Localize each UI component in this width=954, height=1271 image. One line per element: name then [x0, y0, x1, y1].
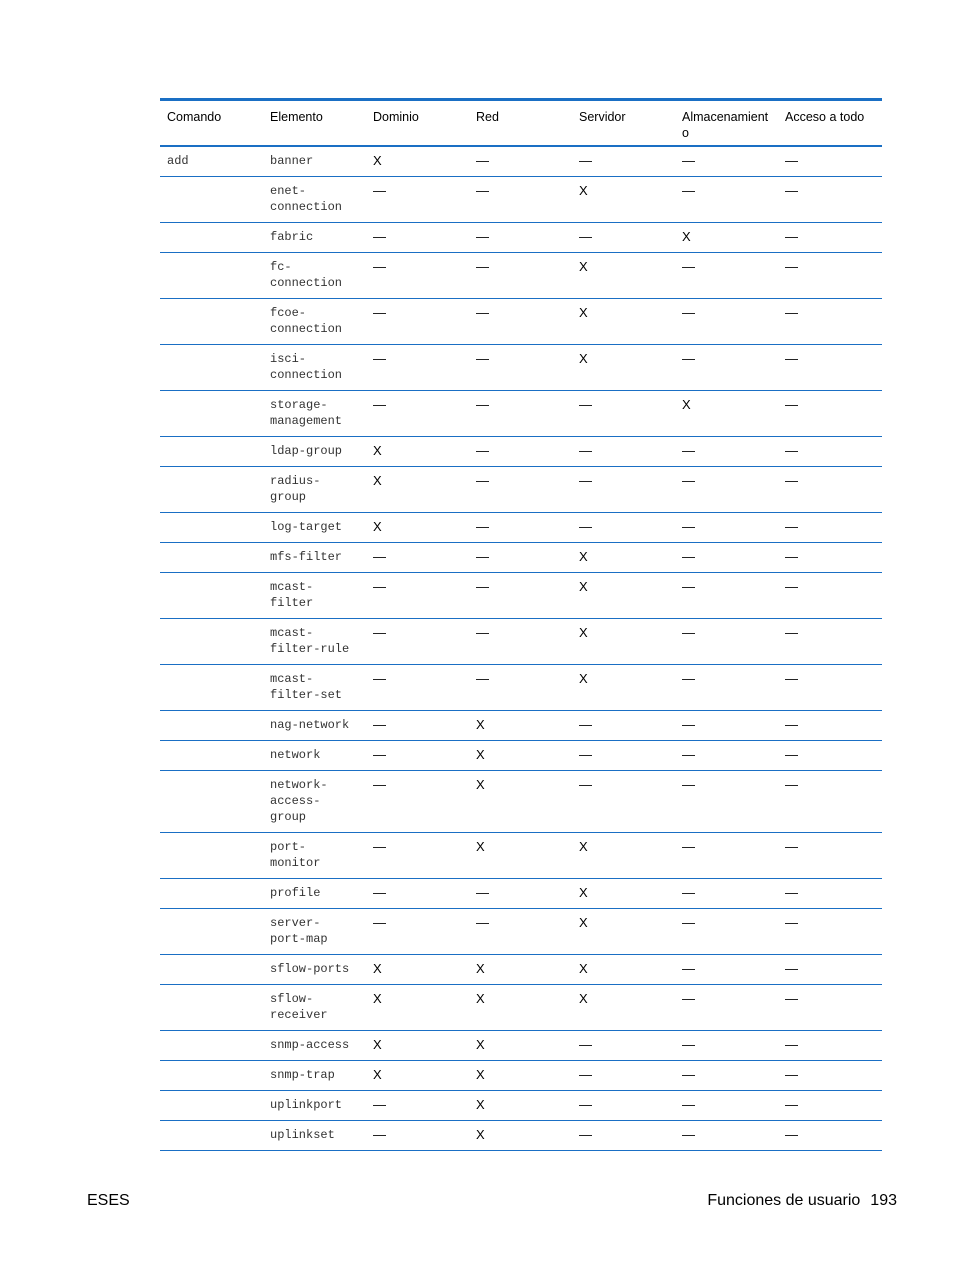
cell-red: —	[476, 625, 489, 640]
table-row	[160, 1061, 882, 1091]
cell-acceso: —	[785, 915, 798, 930]
cell-almacenamiento: —	[682, 885, 695, 900]
cell-servidor: X	[579, 915, 588, 930]
cell-red: X	[476, 1127, 485, 1142]
cell-acceso: —	[785, 625, 798, 640]
cell-servidor: X	[579, 885, 588, 900]
cell-servidor: X	[579, 839, 588, 854]
cell-comando	[160, 665, 263, 710]
cell-servidor: —	[579, 397, 592, 412]
cell-comando	[160, 985, 263, 1030]
cell-dominio: —	[373, 839, 386, 854]
footer-locale: ESES	[87, 1192, 130, 1209]
table-row	[160, 833, 882, 879]
cell-dominio: —	[373, 717, 386, 732]
cell-almacenamiento: —	[682, 259, 695, 274]
cell-comando	[160, 1031, 263, 1060]
cell-almacenamiento: —	[682, 1067, 695, 1082]
cell-servidor: X	[579, 961, 588, 976]
cell-comando	[160, 955, 263, 984]
table-row	[160, 1121, 882, 1151]
cell-dominio: —	[373, 229, 386, 244]
table-row	[160, 223, 882, 253]
cell-servidor: —	[579, 1067, 592, 1082]
cell-acceso: —	[785, 839, 798, 854]
cell-dominio: —	[373, 671, 386, 686]
cell-red: —	[476, 259, 489, 274]
cell-red: —	[476, 915, 489, 930]
cell-comando	[160, 909, 263, 954]
cell-red: —	[476, 183, 489, 198]
cell-dominio: X	[373, 961, 382, 976]
cell-comando	[160, 833, 263, 878]
table-row	[160, 985, 882, 1031]
cell-dominio: —	[373, 747, 386, 762]
cell-elemento: network	[270, 748, 321, 762]
column-header: Almacenamient o	[682, 110, 769, 140]
cell-servidor: —	[579, 229, 592, 244]
table-row	[160, 955, 882, 985]
cell-almacenamiento: —	[682, 961, 695, 976]
cell-dominio: X	[373, 1037, 382, 1052]
cell-comando	[160, 741, 263, 770]
cell-acceso: —	[785, 991, 798, 1006]
cell-elemento: radius- group	[270, 474, 321, 504]
cell-dominio: —	[373, 549, 386, 564]
table-row	[160, 1031, 882, 1061]
cell-comando	[160, 711, 263, 740]
cell-servidor: X	[579, 625, 588, 640]
cell-acceso: —	[785, 443, 798, 458]
cell-almacenamiento: —	[682, 747, 695, 762]
column-header: Elemento	[270, 110, 323, 124]
cell-dominio: —	[373, 885, 386, 900]
table-row	[160, 771, 882, 833]
cell-red: —	[476, 351, 489, 366]
cell-red: X	[476, 991, 485, 1006]
cell-red: —	[476, 885, 489, 900]
cell-dominio: —	[373, 351, 386, 366]
table-row	[160, 573, 882, 619]
cell-elemento: uplinkset	[270, 1128, 335, 1142]
cell-almacenamiento: —	[682, 839, 695, 854]
table-row	[160, 437, 882, 467]
cell-elemento: banner	[270, 154, 314, 168]
cell-elemento: sflow-ports	[270, 962, 350, 976]
cell-red: X	[476, 961, 485, 976]
cell-dominio: X	[373, 519, 382, 534]
cell-red: X	[476, 1037, 485, 1052]
table-header	[160, 101, 882, 147]
column-header: Servidor	[579, 110, 626, 124]
cell-dominio: —	[373, 259, 386, 274]
cell-elemento: server- port-map	[270, 916, 328, 946]
cell-elemento: uplinkport	[270, 1098, 343, 1112]
cell-comando	[160, 771, 263, 832]
cell-elemento: isci- connection	[270, 352, 343, 382]
cell-comando	[160, 299, 263, 344]
cell-servidor: —	[579, 473, 592, 488]
cell-red: —	[476, 671, 489, 686]
cell-elemento: snmp-access	[270, 1038, 350, 1052]
cell-comando	[160, 223, 263, 252]
cell-almacenamiento: X	[682, 397, 691, 412]
table-row	[160, 1091, 882, 1121]
table-row	[160, 253, 882, 299]
cell-almacenamiento: —	[682, 579, 695, 594]
cell-acceso: —	[785, 305, 798, 320]
cell-dominio: —	[373, 397, 386, 412]
table-row	[160, 391, 882, 437]
footer-section-title: Funciones de usuario	[707, 1192, 861, 1209]
cell-almacenamiento: —	[682, 183, 695, 198]
page-number: 193	[870, 1192, 897, 1209]
cell-red: —	[476, 153, 489, 168]
table-row	[160, 543, 882, 573]
table-row	[160, 741, 882, 771]
cell-acceso: —	[785, 777, 798, 792]
cell-dominio: —	[373, 777, 386, 792]
cell-acceso: —	[785, 519, 798, 534]
cell-elemento: fabric	[270, 230, 314, 244]
cell-red: —	[476, 519, 489, 534]
cell-acceso: —	[785, 1097, 798, 1112]
cell-servidor: X	[579, 351, 588, 366]
cell-acceso: —	[785, 1127, 798, 1142]
cell-red: X	[476, 747, 485, 762]
cell-red: —	[476, 443, 489, 458]
cell-elemento: mfs-filter	[270, 550, 343, 564]
cell-almacenamiento: —	[682, 351, 695, 366]
table-row	[160, 177, 882, 223]
table-row	[160, 665, 882, 711]
cell-comando	[160, 345, 263, 390]
cell-servidor: X	[579, 671, 588, 686]
table-body	[160, 147, 882, 1151]
cell-red: —	[476, 579, 489, 594]
cell-acceso: —	[785, 397, 798, 412]
cell-acceso: —	[785, 549, 798, 564]
cell-servidor: —	[579, 1097, 592, 1112]
cell-servidor: —	[579, 1127, 592, 1142]
cell-almacenamiento: —	[682, 717, 695, 732]
cell-comando	[160, 543, 263, 572]
table-row	[160, 711, 882, 741]
cell-servidor: —	[579, 153, 592, 168]
cell-comando	[160, 879, 263, 908]
cell-elemento: snmp-trap	[270, 1068, 335, 1082]
cell-elemento: profile	[270, 886, 321, 900]
cell-comando	[160, 619, 263, 664]
cell-red: X	[476, 1067, 485, 1082]
cell-comando	[160, 1061, 263, 1090]
cell-servidor: X	[579, 183, 588, 198]
cell-acceso: —	[785, 1037, 798, 1052]
cell-dominio: —	[373, 305, 386, 320]
cell-almacenamiento: —	[682, 1097, 695, 1112]
cell-dominio: —	[373, 915, 386, 930]
cell-servidor: —	[579, 717, 592, 732]
table-row	[160, 909, 882, 955]
cell-red: X	[476, 717, 485, 732]
cell-red: —	[476, 305, 489, 320]
cell-elemento: mcast- filter-rule	[270, 626, 350, 656]
cell-almacenamiento: —	[682, 1127, 695, 1142]
cell-red: —	[476, 549, 489, 564]
cell-comando	[160, 573, 263, 618]
cell-almacenamiento: —	[682, 443, 695, 458]
cell-dominio: —	[373, 1097, 386, 1112]
table-row	[160, 619, 882, 665]
cell-almacenamiento: —	[682, 991, 695, 1006]
cell-servidor: X	[579, 259, 588, 274]
cell-almacenamiento: —	[682, 305, 695, 320]
cell-elemento: storage- management	[270, 398, 343, 428]
cell-dominio: —	[373, 579, 386, 594]
cell-acceso: —	[785, 229, 798, 244]
cell-acceso: —	[785, 961, 798, 976]
table-row	[160, 345, 882, 391]
cell-elemento: enet- connection	[270, 184, 343, 214]
cell-servidor: —	[579, 777, 592, 792]
cell-almacenamiento: —	[682, 777, 695, 792]
cell-acceso: —	[785, 717, 798, 732]
cell-almacenamiento: —	[682, 671, 695, 686]
column-header: Dominio	[373, 110, 419, 124]
cell-dominio: —	[373, 625, 386, 640]
cell-acceso: —	[785, 1067, 798, 1082]
table-row	[160, 879, 882, 909]
table-row	[160, 513, 882, 543]
cell-comando: add	[167, 154, 189, 168]
cell-almacenamiento: —	[682, 549, 695, 564]
cell-acceso: —	[785, 579, 798, 594]
table-row	[160, 147, 882, 177]
cell-servidor: X	[579, 305, 588, 320]
cell-servidor: —	[579, 1037, 592, 1052]
permissions-table	[160, 98, 882, 1151]
footer-page-info	[707, 1192, 897, 1210]
cell-almacenamiento: —	[682, 153, 695, 168]
cell-red: X	[476, 777, 485, 792]
cell-elemento: sflow- receiver	[270, 992, 328, 1022]
cell-elemento: log-target	[270, 520, 343, 534]
cell-red: —	[476, 397, 489, 412]
cell-elemento: fcoe- connection	[270, 306, 343, 336]
cell-comando	[160, 177, 263, 222]
cell-red: —	[476, 229, 489, 244]
cell-dominio: —	[373, 1127, 386, 1142]
cell-servidor: X	[579, 579, 588, 594]
cell-almacenamiento: —	[682, 1037, 695, 1052]
cell-dominio: X	[373, 473, 382, 488]
column-header: Comando	[167, 110, 222, 124]
table-row	[160, 467, 882, 513]
cell-comando	[160, 391, 263, 436]
cell-servidor: X	[579, 549, 588, 564]
table-row	[160, 299, 882, 345]
cell-elemento: network- access- group	[270, 778, 328, 824]
cell-acceso: —	[785, 747, 798, 762]
cell-almacenamiento: —	[682, 625, 695, 640]
column-header: Acceso a todo	[785, 110, 865, 124]
cell-red: X	[476, 1097, 485, 1112]
cell-acceso: —	[785, 671, 798, 686]
cell-comando	[160, 1121, 263, 1150]
cell-comando	[160, 513, 263, 542]
cell-servidor: —	[579, 443, 592, 458]
cell-elemento: mcast- filter-set	[270, 672, 343, 702]
cell-dominio: X	[373, 443, 382, 458]
cell-comando	[160, 437, 263, 466]
cell-elemento: ldap-group	[270, 444, 343, 458]
cell-acceso: —	[785, 183, 798, 198]
cell-dominio: X	[373, 1067, 382, 1082]
cell-comando	[160, 467, 263, 512]
cell-elemento: mcast- filter	[270, 580, 314, 610]
cell-servidor: —	[579, 747, 592, 762]
cell-elemento: port- monitor	[270, 840, 321, 870]
cell-dominio: X	[373, 991, 382, 1006]
cell-dominio: X	[373, 153, 382, 168]
cell-servidor: —	[579, 519, 592, 534]
cell-acceso: —	[785, 153, 798, 168]
cell-red: —	[476, 473, 489, 488]
cell-almacenamiento: X	[682, 229, 691, 244]
cell-red: X	[476, 839, 485, 854]
cell-servidor: X	[579, 991, 588, 1006]
column-header: Red	[476, 110, 499, 124]
cell-acceso: —	[785, 351, 798, 366]
cell-acceso: —	[785, 885, 798, 900]
cell-dominio: —	[373, 183, 386, 198]
cell-elemento: fc- connection	[270, 260, 343, 290]
cell-elemento: nag-network	[270, 718, 350, 732]
cell-comando	[160, 1091, 263, 1120]
cell-acceso: —	[785, 473, 798, 488]
cell-almacenamiento: —	[682, 473, 695, 488]
cell-almacenamiento: —	[682, 519, 695, 534]
cell-comando	[160, 253, 263, 298]
cell-acceso: —	[785, 259, 798, 274]
cell-almacenamiento: —	[682, 915, 695, 930]
